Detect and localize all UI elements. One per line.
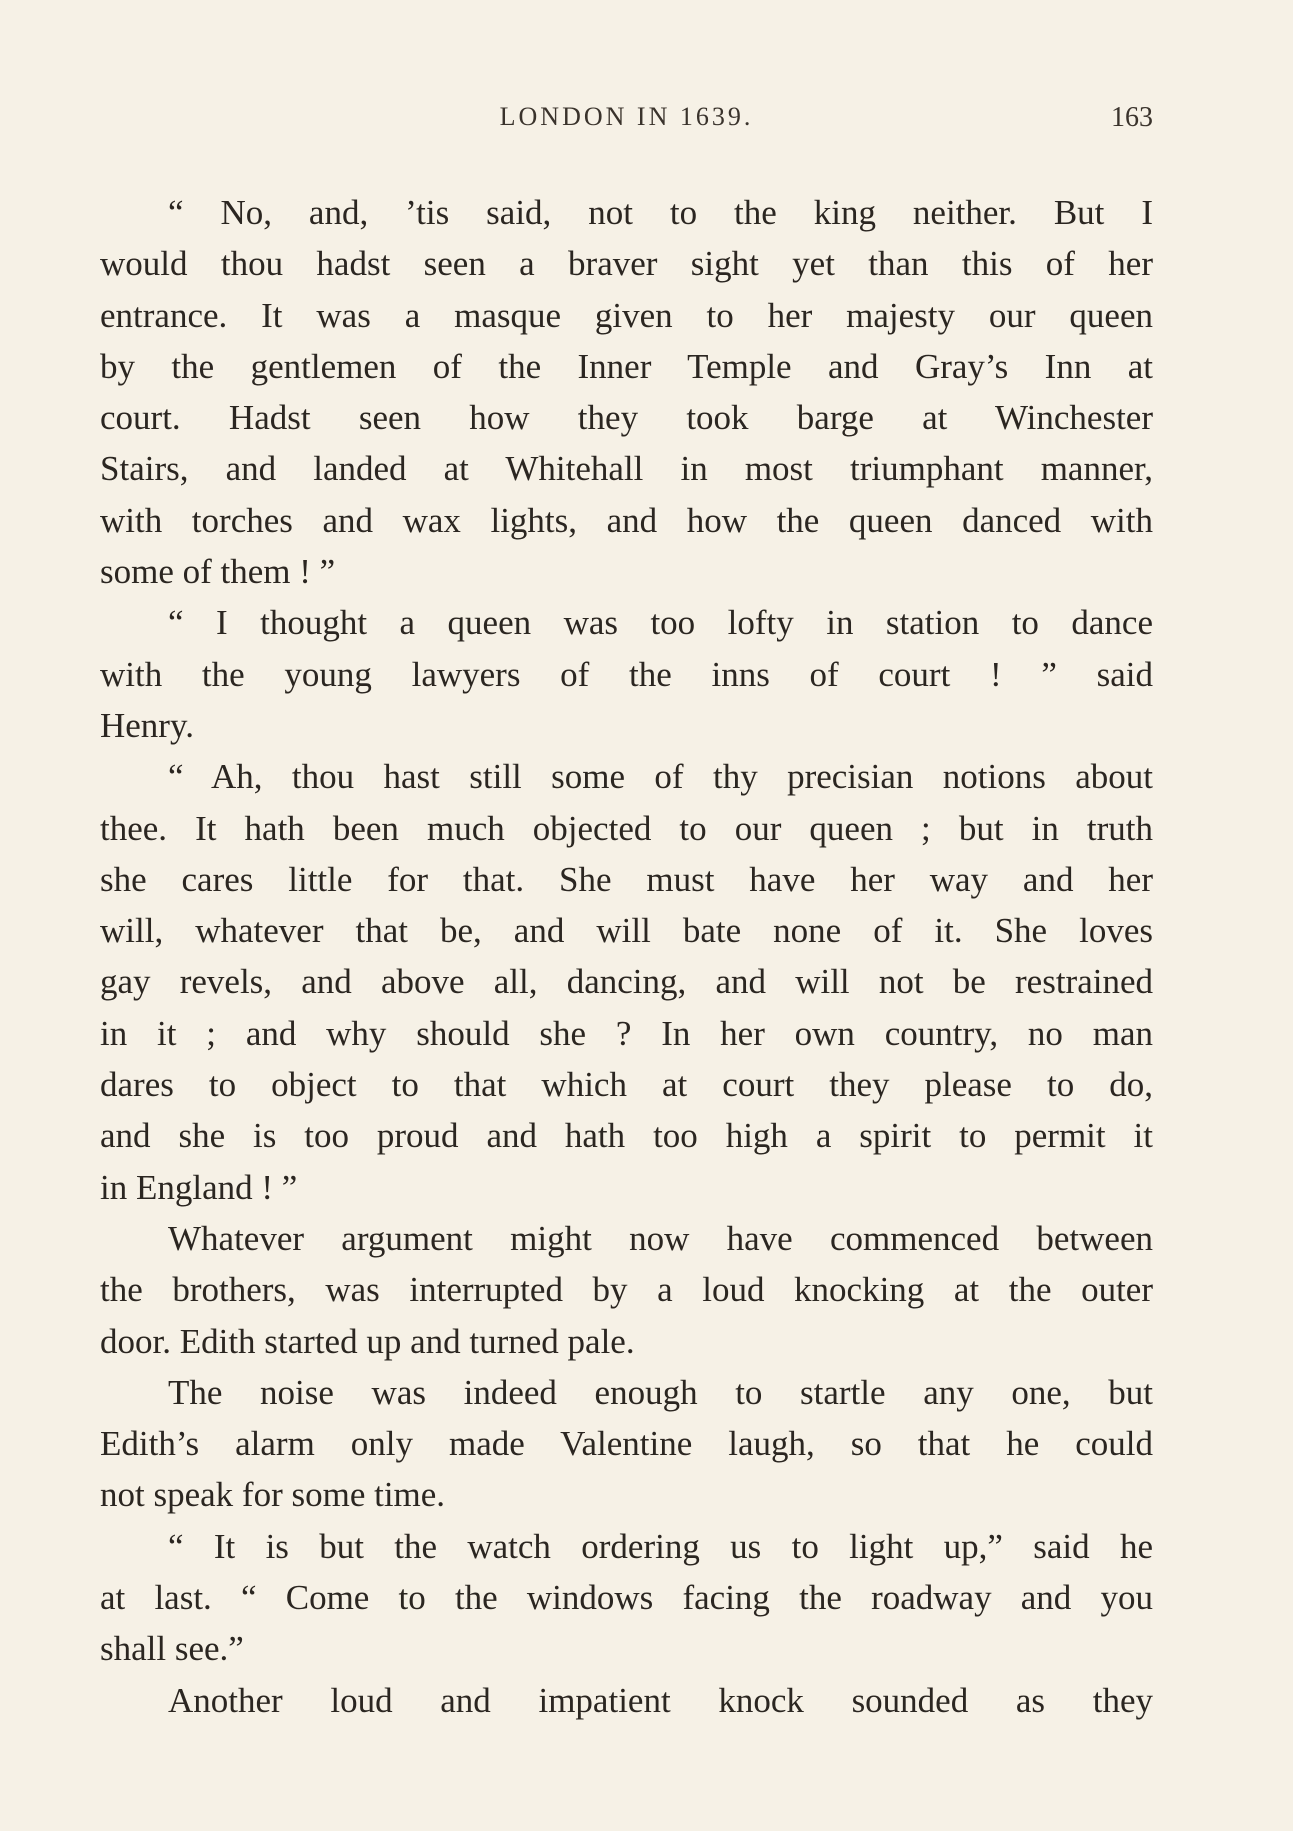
text-line: Whatever argument might now have commenced between	[168, 1218, 1153, 1258]
text-line: entrance. It was a masque given to her majesty our queen	[100, 295, 1153, 335]
text-line: in England ! ”	[100, 1167, 298, 1207]
text-line: Edith’s alarm only made Valentine laugh, so that he could	[100, 1424, 1153, 1464]
text-line: will, whatever that be, and will bate none of it. She loves	[100, 911, 1153, 951]
text-line: shall see.”	[100, 1629, 244, 1669]
text-line: The noise was indeed enough to startle any one, but	[168, 1372, 1153, 1412]
text-line: by the gentlemen of the Inner Temple and Gray’s Inn at	[100, 346, 1153, 386]
text-line: Another loud and impatient knock sounded as they	[168, 1680, 1153, 1720]
text-line: dares to object to that which at court they please to do,	[100, 1065, 1153, 1105]
text-line: court. Hadst seen how they took barge at Winchester	[100, 398, 1153, 438]
body-text	[100, 187, 1153, 1726]
text-line: and she is too proud and hath too high a spirit to permit it	[100, 1116, 1153, 1156]
text-line: with torches and wax lights, and how the queen danced with	[100, 500, 1153, 540]
text-line: in it ; and why should she ? In her own country, no man	[100, 1013, 1153, 1053]
text-line: “ I thought a queen was too lofty in station to dance	[168, 603, 1153, 643]
page-number: 163	[1111, 102, 1153, 133]
text-line: Henry.	[100, 705, 194, 745]
text-line: with the young lawyers of the inns of court ! ” said	[100, 654, 1153, 694]
text-line: Stairs, and landed at Whitehall in most triumphant manner,	[100, 449, 1153, 489]
text-line: the brothers, was interrupted by a loud knocking at the outer	[100, 1270, 1153, 1310]
text-line: some of them ! ”	[100, 552, 336, 592]
text-line: “ Ah, thou hast still some of thy precisian notions about	[168, 757, 1153, 797]
text-line: would thou hadst seen a braver sight yet than this of her	[100, 244, 1153, 284]
text-line: she cares little for that. She must have her way and her	[100, 859, 1153, 899]
text-line: “ It is but the watch ordering us to light up,” said he	[168, 1526, 1153, 1566]
text-line: gay revels, and above all, dancing, and will not be restrained	[100, 962, 1153, 1002]
running-head	[100, 102, 1153, 142]
text-line: thee. It hath been much objected to our queen ; but in truth	[100, 808, 1153, 848]
text-line: not speak for some time.	[100, 1475, 446, 1515]
text-line: at last. “ Come to the windows facing the roadway and you	[100, 1578, 1153, 1618]
running-title: LONDON IN 1639.	[499, 102, 754, 131]
text-line: “ No, and, ’tis said, not to the king neither. But I	[168, 193, 1153, 232]
text-line: door. Edith started up and turned pale.	[100, 1321, 635, 1361]
